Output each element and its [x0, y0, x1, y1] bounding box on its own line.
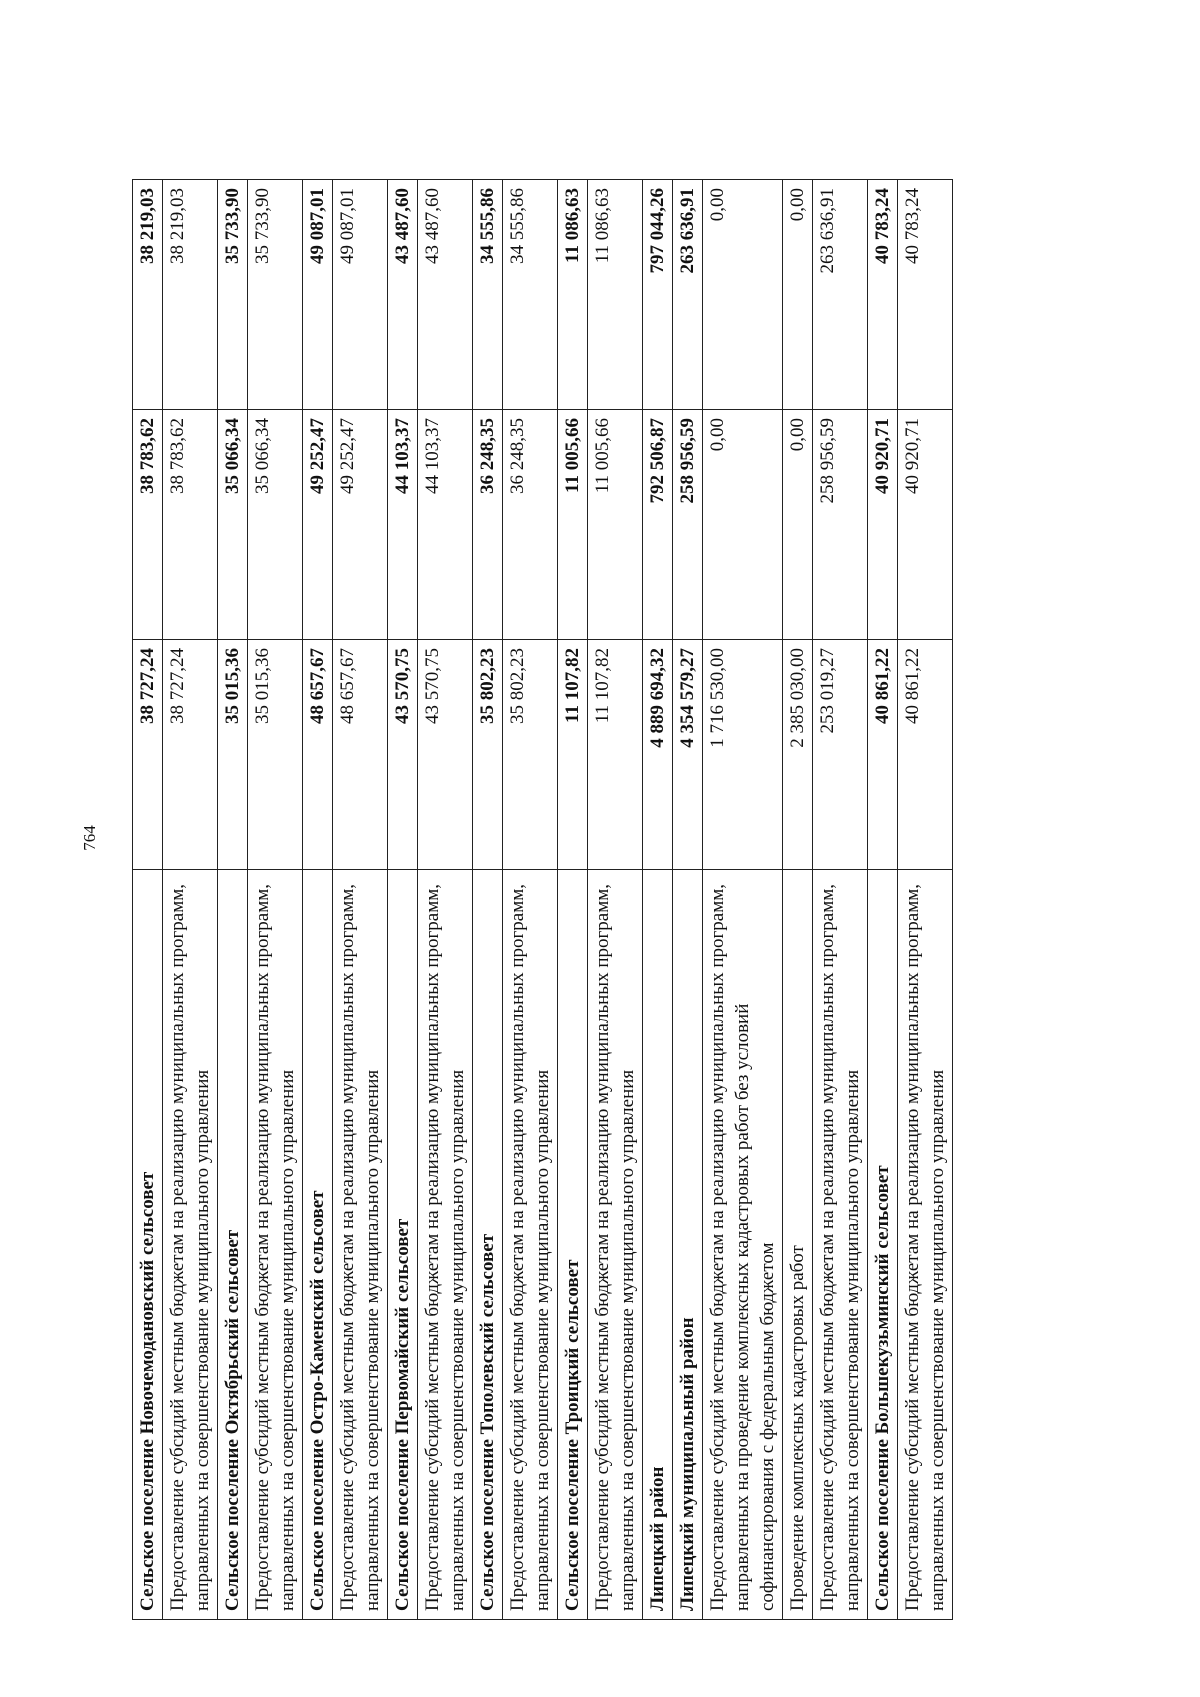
value-year-1: 35 015,36	[218, 640, 248, 870]
row-label: Предоставление субсидий местным бюджетам на реализацию муниципальных программ, направленных на совершенствование муниципального управления	[588, 870, 643, 1620]
table-row	[703, 180, 783, 1620]
value-year-3: 34 555,86	[503, 180, 558, 410]
value-year-3: 0,00	[703, 180, 783, 410]
row-label: Предоставление субсидий местным бюджетам на реализацию муниципальных программ, направленных на совершенствование муниципального управления	[248, 870, 303, 1620]
value-year-3: 0,00	[783, 180, 813, 410]
table-row	[868, 180, 898, 1620]
row-label: Предоставление субсидий местным бюджетам на реализацию муниципальных программ, направленных на совершенствование муниципального управления	[163, 870, 218, 1620]
table-row	[643, 180, 673, 1620]
table-row	[813, 180, 868, 1620]
value-year-1: 40 861,22	[898, 640, 953, 870]
value-year-2: 11 005,66	[558, 410, 588, 640]
row-label: Сельское поселение Остро-Каменский сельсовет	[303, 870, 333, 1620]
value-year-3: 38 219,03	[163, 180, 218, 410]
table-row	[588, 180, 643, 1620]
row-label: Предоставление субсидий местным бюджетам на реализацию муниципальных программ, направленных на проведение комплексных кадастровых работ без условий софинансирования с федеральным бюджетом	[703, 870, 783, 1620]
value-year-3: 43 487,60	[418, 180, 473, 410]
value-year-3: 38 219,03	[133, 180, 163, 410]
value-year-2: 35 066,34	[218, 410, 248, 640]
value-year-2: 38 783,62	[133, 410, 163, 640]
row-label: Предоставление субсидий местным бюджетам на реализацию муниципальных программ, направленных на совершенствование муниципального управления	[898, 870, 953, 1620]
value-year-3: 49 087,01	[333, 180, 388, 410]
value-year-1: 48 657,67	[303, 640, 333, 870]
value-year-3: 40 783,24	[868, 180, 898, 410]
value-year-1: 11 107,82	[588, 640, 643, 870]
row-label: Сельское поселение Большекузьминский сельсовет	[868, 870, 898, 1620]
value-year-1: 48 657,67	[333, 640, 388, 870]
row-label: Предоставление субсидий местным бюджетам на реализацию муниципальных программ, направленных на совершенствование муниципального управления	[418, 870, 473, 1620]
value-year-2: 40 920,71	[898, 410, 953, 640]
row-label: Сельское поселение Первомайский сельсовет	[388, 870, 418, 1620]
value-year-3: 49 087,01	[303, 180, 333, 410]
budget-table	[132, 179, 953, 1620]
row-label: Предоставление субсидий местным бюджетам на реализацию муниципальных программ, направленных на совершенствование муниципального управления	[503, 870, 558, 1620]
row-label: Липецкий муниципальный район	[673, 870, 703, 1620]
value-year-3: 263 636,91	[813, 180, 868, 410]
value-year-2: 258 956,59	[813, 410, 868, 640]
row-label: Сельское поселение Октябрьский сельсовет	[218, 870, 248, 1620]
table-row	[503, 180, 558, 1620]
value-year-3: 35 733,90	[218, 180, 248, 410]
row-label: Предоставление субсидий местным бюджетам на реализацию муниципальных программ, направленных на совершенствование муниципального управления	[813, 870, 868, 1620]
value-year-3: 34 555,86	[473, 180, 503, 410]
value-year-2: 36 248,35	[503, 410, 558, 640]
row-label: Сельское поселение Тополевский сельсовет	[473, 870, 503, 1620]
row-label: Проведение комплексных кадастровых работ	[783, 870, 813, 1620]
value-year-1: 35 802,23	[473, 640, 503, 870]
table-row	[783, 180, 813, 1620]
value-year-2: 44 103,37	[418, 410, 473, 640]
table-row	[418, 180, 473, 1620]
value-year-1: 253 019,27	[813, 640, 868, 870]
row-label: Сельское поселение Новочемодановский сельсовет	[133, 870, 163, 1620]
value-year-2: 44 103,37	[388, 410, 418, 640]
table-row	[388, 180, 418, 1620]
table-row	[163, 180, 218, 1620]
table-row	[673, 180, 703, 1620]
value-year-1: 4 889 694,32	[643, 640, 673, 870]
value-year-2: 0,00	[703, 410, 783, 640]
value-year-2: 792 506,87	[643, 410, 673, 640]
value-year-1: 35 802,23	[503, 640, 558, 870]
value-year-3: 43 487,60	[388, 180, 418, 410]
value-year-2: 258 956,59	[673, 410, 703, 640]
value-year-3: 40 783,24	[898, 180, 953, 410]
value-year-1: 35 015,36	[248, 640, 303, 870]
value-year-2: 38 783,62	[163, 410, 218, 640]
row-label: Сельское поселение Троицкий сельсовет	[558, 870, 588, 1620]
value-year-1: 38 727,24	[133, 640, 163, 870]
table-row	[133, 180, 163, 1620]
row-label: Липецкий район	[643, 870, 673, 1620]
table-row	[898, 180, 953, 1620]
value-year-2: 40 920,71	[868, 410, 898, 640]
table-row	[333, 180, 388, 1620]
value-year-2: 0,00	[783, 410, 813, 640]
value-year-3: 263 636,91	[673, 180, 703, 410]
value-year-3: 35 733,90	[248, 180, 303, 410]
value-year-2: 11 005,66	[588, 410, 643, 640]
value-year-2: 49 252,47	[333, 410, 388, 640]
value-year-1: 40 861,22	[868, 640, 898, 870]
page-number: 764	[80, 825, 99, 851]
value-year-2: 35 066,34	[248, 410, 303, 640]
value-year-2: 36 248,35	[473, 410, 503, 640]
value-year-1: 38 727,24	[163, 640, 218, 870]
row-label: Предоставление субсидий местным бюджетам на реализацию муниципальных программ, направленных на совершенствование муниципального управления	[333, 870, 388, 1620]
rotated-table-wrapper	[132, 180, 1042, 1620]
value-year-1: 4 354 579,27	[673, 640, 703, 870]
value-year-1: 43 570,75	[388, 640, 418, 870]
value-year-1: 43 570,75	[418, 640, 473, 870]
table-row	[473, 180, 503, 1620]
table-row	[303, 180, 333, 1620]
value-year-1: 1 716 530,00	[703, 640, 783, 870]
value-year-3: 797 044,26	[643, 180, 673, 410]
value-year-1: 2 385 030,00	[783, 640, 813, 870]
value-year-3: 11 086,63	[588, 180, 643, 410]
value-year-3: 11 086,63	[558, 180, 588, 410]
table-row	[248, 180, 303, 1620]
table-row	[218, 180, 248, 1620]
value-year-1: 11 107,82	[558, 640, 588, 870]
value-year-2: 49 252,47	[303, 410, 333, 640]
table-row	[558, 180, 588, 1620]
